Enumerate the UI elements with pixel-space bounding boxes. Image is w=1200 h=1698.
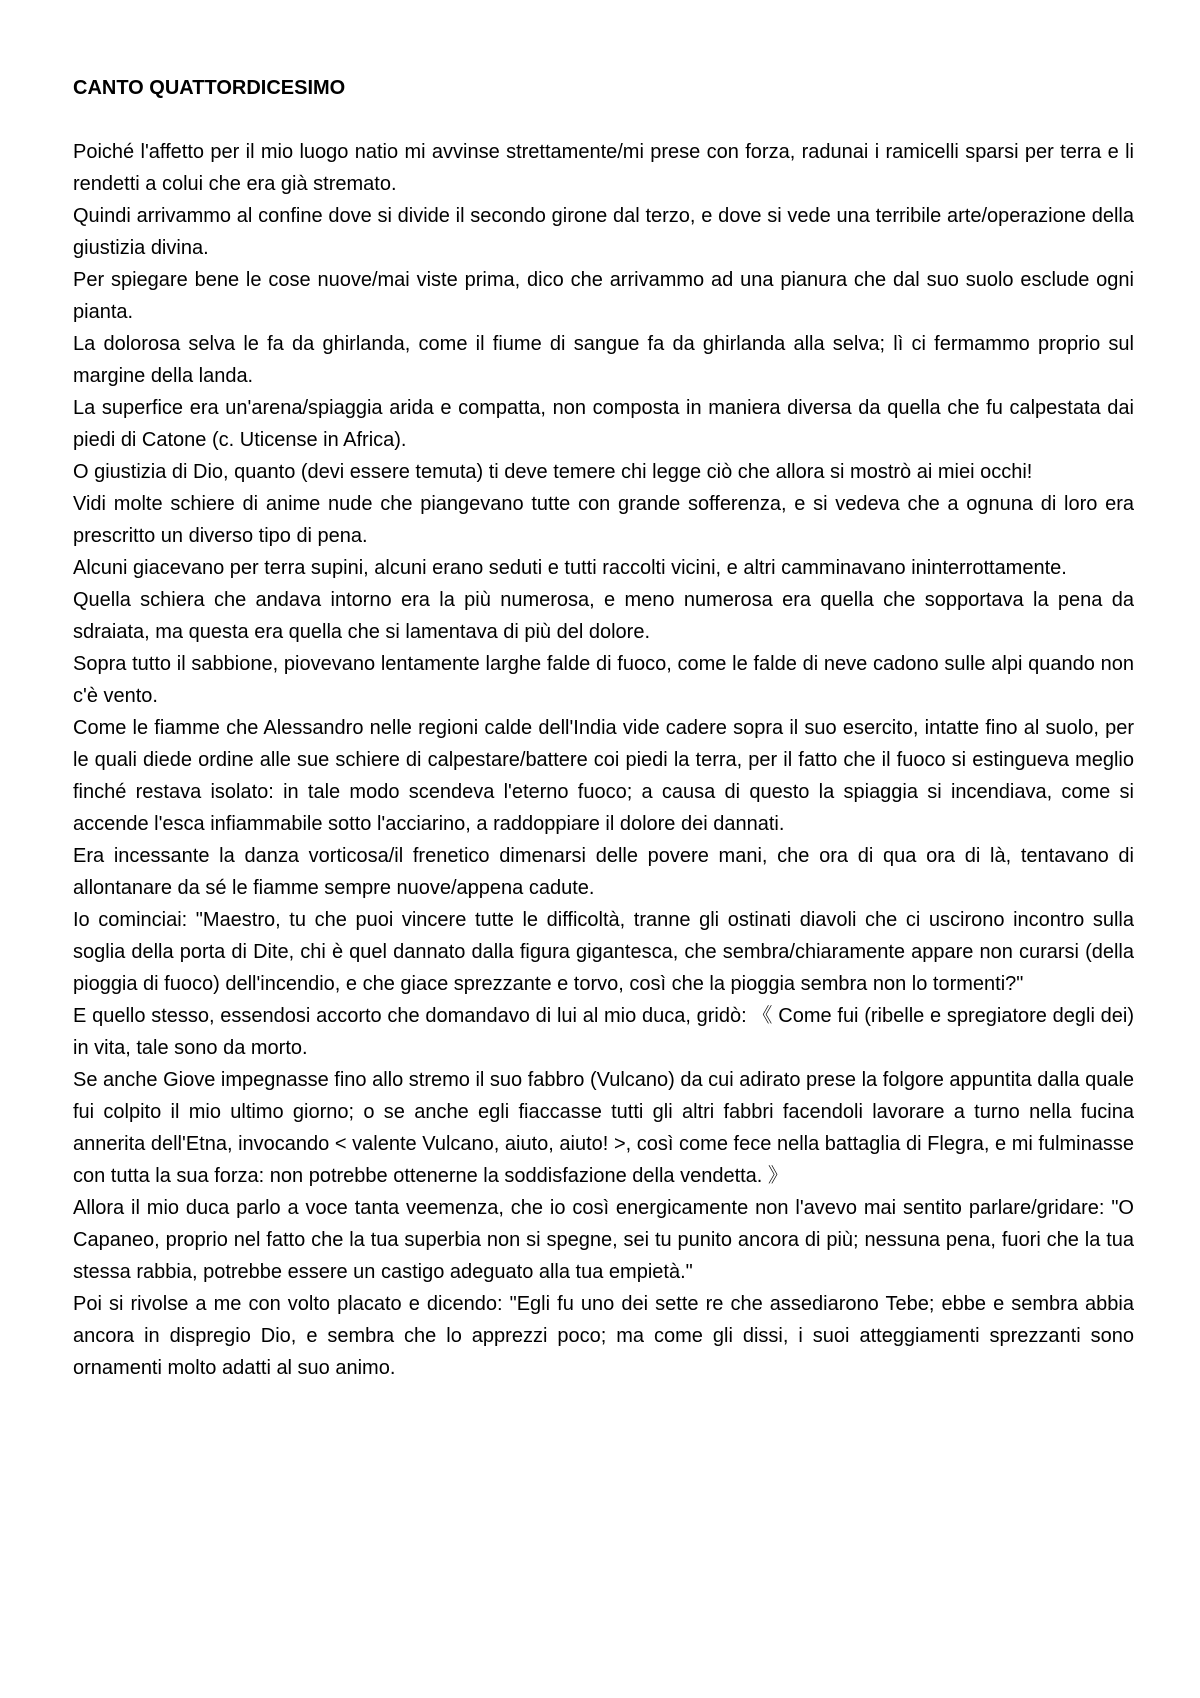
document-body xyxy=(73,136,1134,1384)
paragraph: Come le fiamme che Alessandro nelle regioni calde dell'India vide cadere sopra il suo esercito, intatte fino al suolo, per le quali diede ordine alle sue schiere di calpestare/battere coi piedi la terra, per il fatto che il fuoco si estingueva meglio finché restava isolato: in tale modo scendeva l'eterno fuoco; a causa di questo la spiaggia si incendiava, come si accende l'esca infiammabile sotto l'acciarino, a raddoppiare il dolore dei dannati. xyxy=(73,717,1134,835)
document-title: CANTO QUATTORDICESIMO xyxy=(73,77,346,99)
paragraph: La superfice era un'arena/spiaggia arida e compatta, non composta in maniera diversa da quella che fu calpestata dai piedi di Catone (c. Uticense in Africa). xyxy=(73,397,1134,451)
paragraph: Alcuni giacevano per terra supini, alcuni erano seduti e tutti raccolti vicini, e altri camminavano ininterrottamente. xyxy=(73,557,1067,579)
paragraph: Poi si rivolse a me con volto placato e dicendo: "Egli fu uno dei sette re che assediarono Tebe; ebbe e sembra abbia ancora in dispregio Dio, e sembra che lo apprezzi poco; ma come gli dissi, i suoi atteggiamenti sprezzanti sono ornamenti molto adatti al suo animo. xyxy=(73,1293,1134,1379)
paragraph: Io cominciai: "Maestro, tu che puoi vincere tutte le difficoltà, tranne gli ostinati diavoli che ci uscirono incontro sulla soglia della porta di Dite, chi è quel dannato dalla figura gigantesca, che sembra/chiaramente appare non curarsi (della pioggia di fuoco) dell'incendio, e che giace sprezzante e torvo, così che la pioggia sembra non lo tormenti?" xyxy=(73,909,1134,995)
paragraph: Se anche Giove impegnasse fino allo stremo il suo fabbro (Vulcano) da cui adirato prese la folgore appuntita dalla quale fui colpito il mio ultimo giorno; o se anche egli fiaccasse tutti gli altri fabbri facendoli lavorare a turno nella fucina annerita dell'Etna, invocando < valente Vulcano, aiuto, aiuto! >, così come fece nella battaglia di Flegra, e mi fulminasse con tutta la sua forza: non potrebbe ottenerne la soddisfazione della vendetta. 》 xyxy=(73,1069,1135,1187)
paragraph: Per spiegare bene le cose nuove/mai viste prima, dico che arrivammo ad una pianura che dal suo suolo esclude ogni pianta. xyxy=(73,269,1134,323)
paragraph: Allora il mio duca parlo a voce tanta veemenza, che io così energicamente non l'avevo mai sentito parlare/gridare: "O Capaneo, proprio nel fatto che la tua superbia non si spegne, sei tu punito ancora di più; nessuna pena, fuori che la tua stessa rabbia, potrebbe essere un castigo adeguato alla tua empietà." xyxy=(73,1197,1134,1283)
paragraph: E quello stesso, essendosi accorto che domandavo di lui al mio duca, gridò: 《 Come fui (ribelle e spregiatore degli dei) in vita, tale sono da morto. xyxy=(73,1005,1134,1059)
paragraph: Quindi arrivammo al confine dove si divide il secondo girone dal terzo, e dove si vede una terribile arte/operazione della giustizia divina. xyxy=(73,205,1134,259)
paragraph: Vidi molte schiere di anime nude che piangevano tutte con grande sofferenza, e si vedeva che a ognuna di loro era prescritto un diverso tipo di pena. xyxy=(73,493,1134,547)
paragraph: O giustizia di Dio, quanto (devi essere temuta) ti deve temere chi legge ciò che allora si mostrò ai miei occhi! xyxy=(73,461,1033,483)
paragraph: Poiché l'affetto per il mio luogo natio mi avvinse strettamente/mi prese con forza, radunai i ramicelli sparsi per terra e li rendetti a colui che era già stremato. xyxy=(73,141,1134,195)
paragraph: La dolorosa selva le fa da ghirlanda, come il fiume di sangue fa da ghirlanda alla selva; lì ci fermammo proprio sul margine della landa. xyxy=(73,333,1134,387)
paragraph: Era incessante la danza vorticosa/il frenetico dimenarsi delle povere mani, che ora di qua ora di là, tentavano di allontanare da sé le fiamme sempre nuove/appena cadute. xyxy=(73,845,1134,899)
paragraph: Sopra tutto il sabbione, piovevano lentamente larghe falde di fuoco, come le falde di neve cadono sulle alpi quando non c'è vento. xyxy=(73,653,1134,707)
paragraph: Quella schiera che andava intorno era la più numerosa, e meno numerosa era quella che sopportava la pena da sdraiata, ma questa era quella che si lamentava di più del dolore. xyxy=(73,589,1134,643)
document-page xyxy=(73,72,1134,1384)
